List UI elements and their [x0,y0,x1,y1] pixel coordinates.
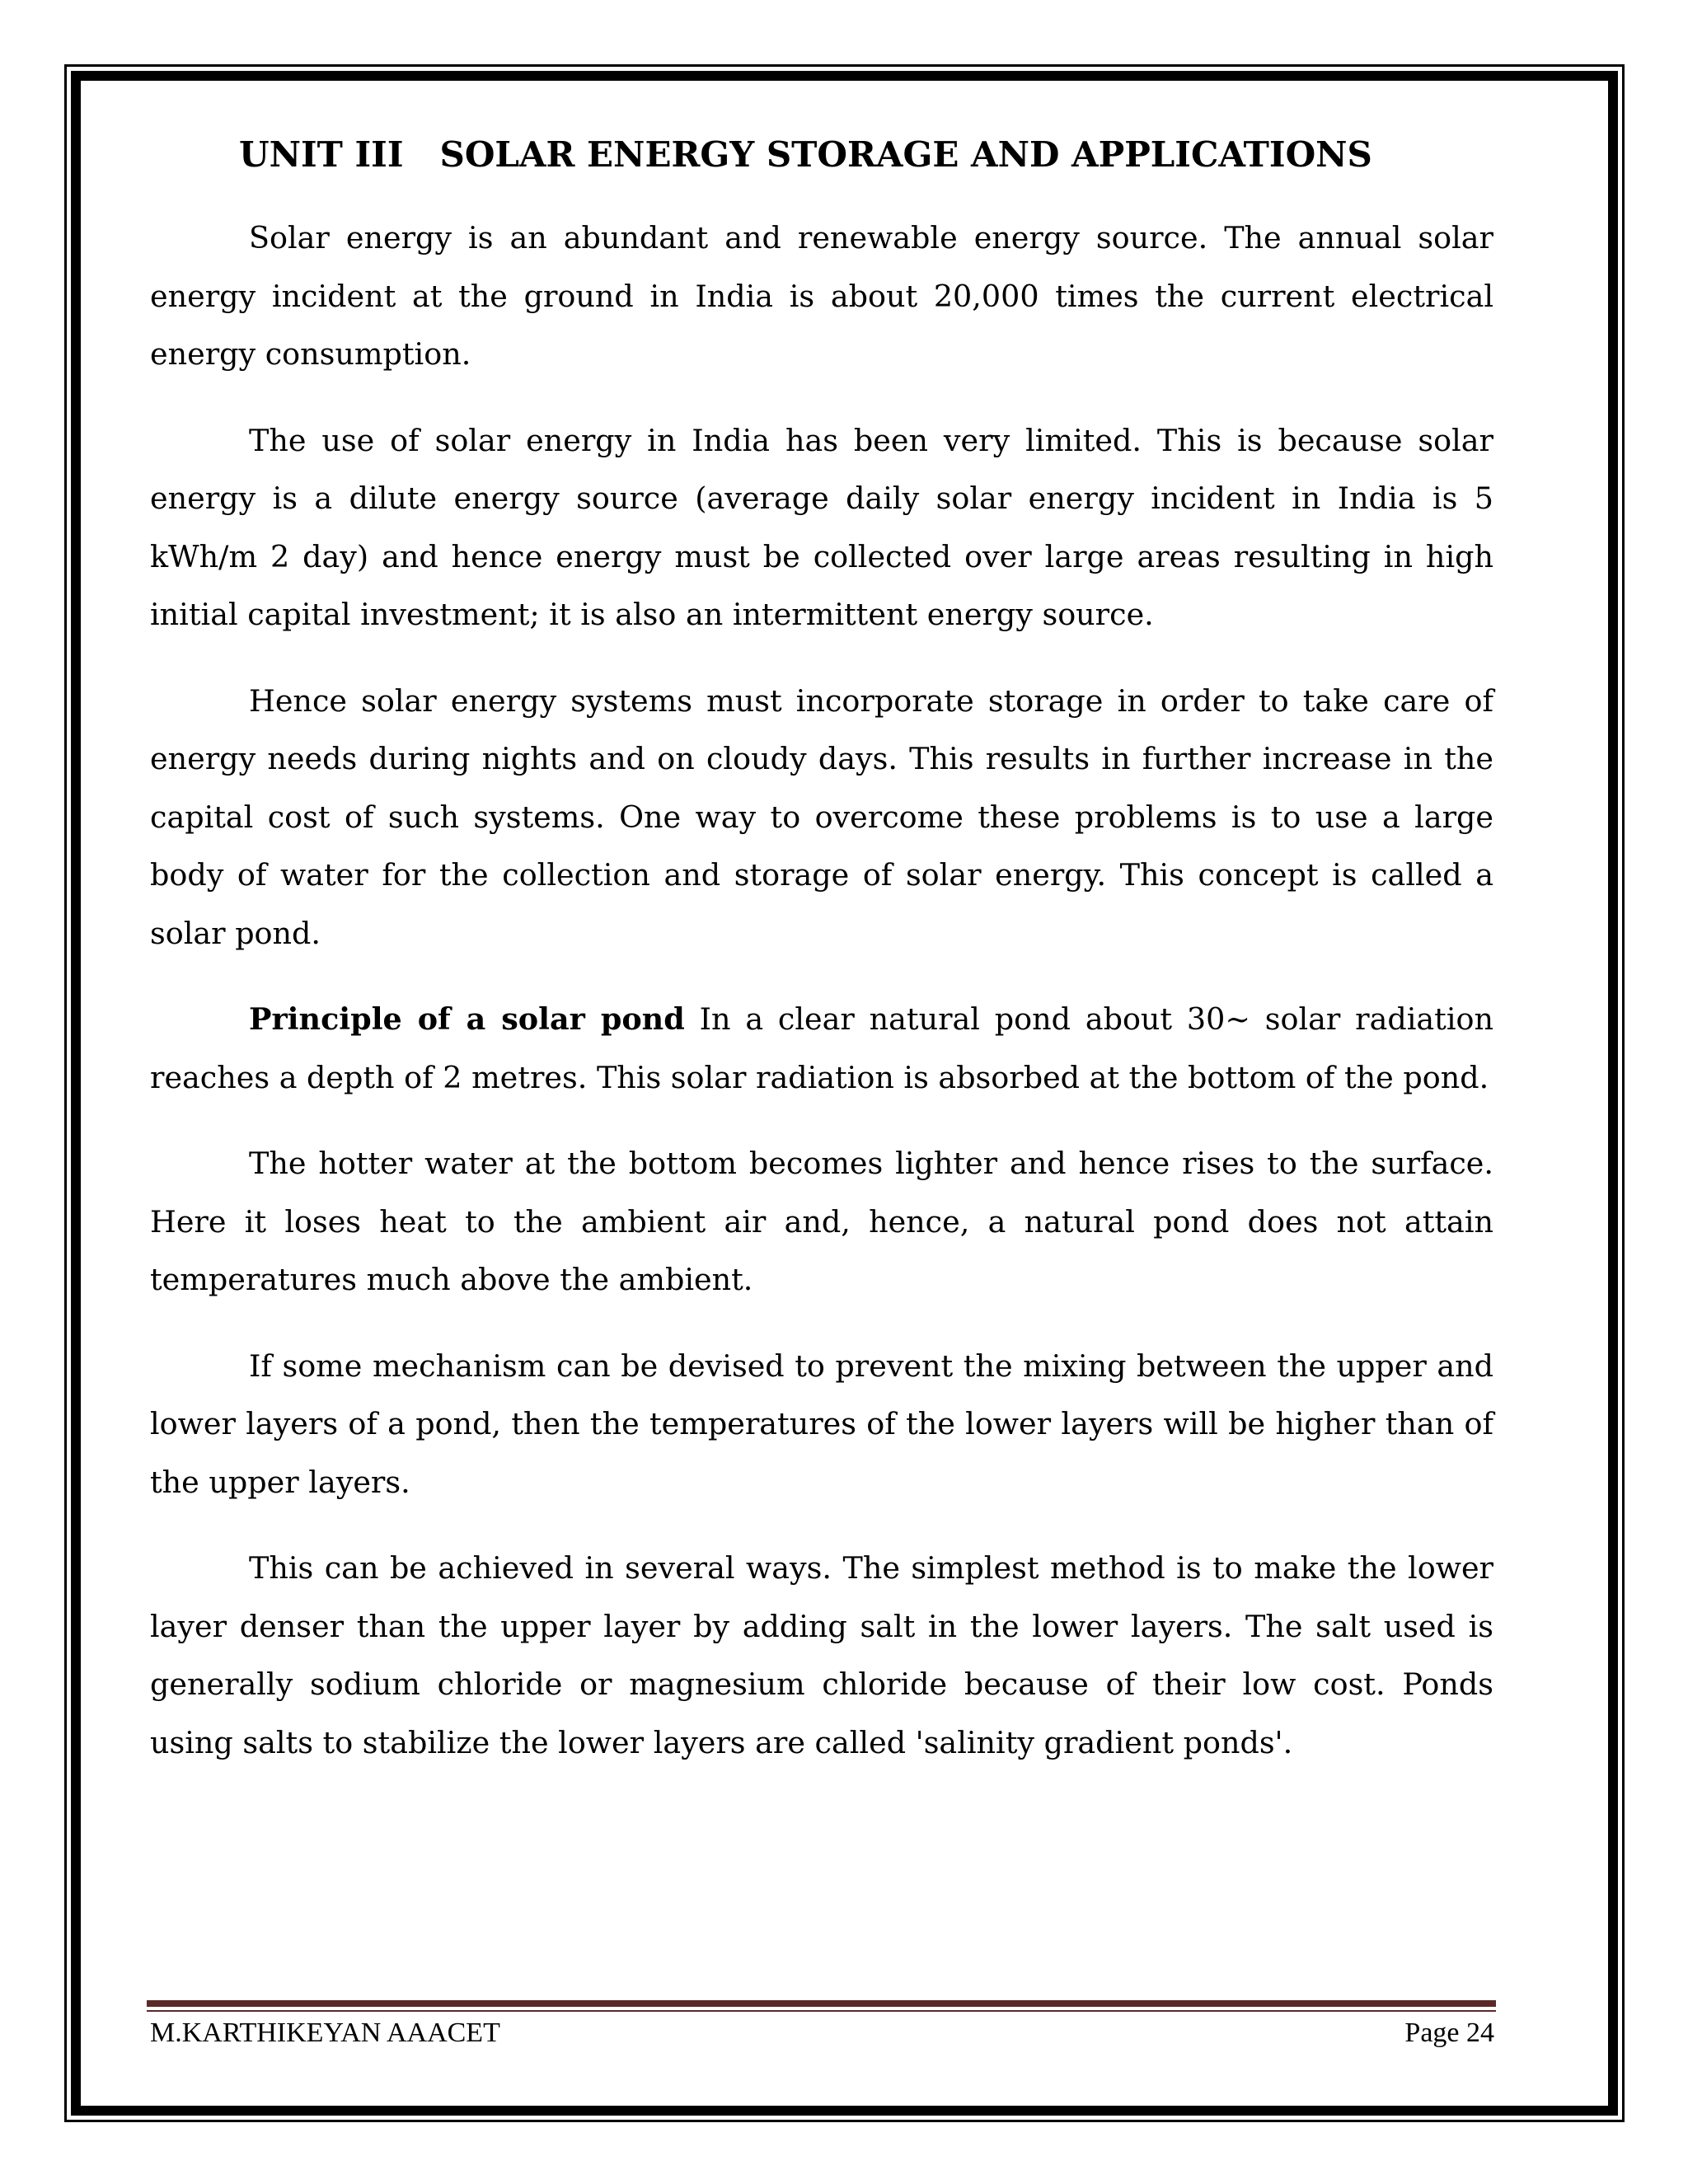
footer-author: M.KARTHIKEYAN AAACET [150,2018,500,2048]
paragraph: Solar energy is an abundant and renewable energy source. The annual solar energy incident at the ground in India is about 20,000 times the current electrical energy consumption. [150,220,1493,372]
principle-heading: Principle of a solar pond [249,1001,685,1037]
footer-rule-thick [147,2000,1496,2007]
paragraph: This can be achieved in several ways. The simplest method is to make the lower layer denser than the upper layer by adding salt in the lower layers. The salt used is generally sodium chloride or magnesium chloride because of their low cost. Ponds using salts to stabilize the lower layers are called 'salinity gradient ponds'. [150,1550,1493,1760]
footer-rule-thin [147,2010,1496,2012]
page-title [239,134,1372,175]
paragraph: If some mechanism can be devised to prevent the mixing between the upper and lower layers of a pond, then the temperatures of the lower layers will be higher than of the upper layers. [150,1347,1493,1500]
unit-label: UNIT III [239,134,404,175]
paragraph: The hotter water at the bottom becomes lighter and hence rises to the surface. Here it loses heat to the ambient air and, hence, a natural pond does not attain temperatures much above the ambient. [150,1146,1493,1297]
footer-page-number: Page 24 [1404,2018,1494,2048]
body-text [150,209,1493,1800]
paragraph: Hence solar energy systems must incorporate storage in order to take care of energy needs during nights and on cloudy days. This results in further increase in the capital cost of such systems. One way to overcome these problems is to use a large body of water for the collection and storage of solar energy. This concept is called a solar pond. [150,682,1493,951]
principle-text: In a clear natural pond about 30~ solar radiation reaches a depth of 2 metres. This solar radiation is absorbed at the bottom of the pond. [150,1001,1494,1095]
unit-heading: SOLAR ENERGY STORAGE AND APPLICATIONS [439,134,1372,175]
paragraph: The use of solar energy in India has been very limited. This is because solar energy is a dilute energy source (average daily solar energy incident in India is 5 kWh/m 2 day) and hence energy must be collected over large areas resulting in high initial capital investment; it is also an intermittent energy source. [150,422,1493,632]
paragraph-principle [150,991,1493,1107]
